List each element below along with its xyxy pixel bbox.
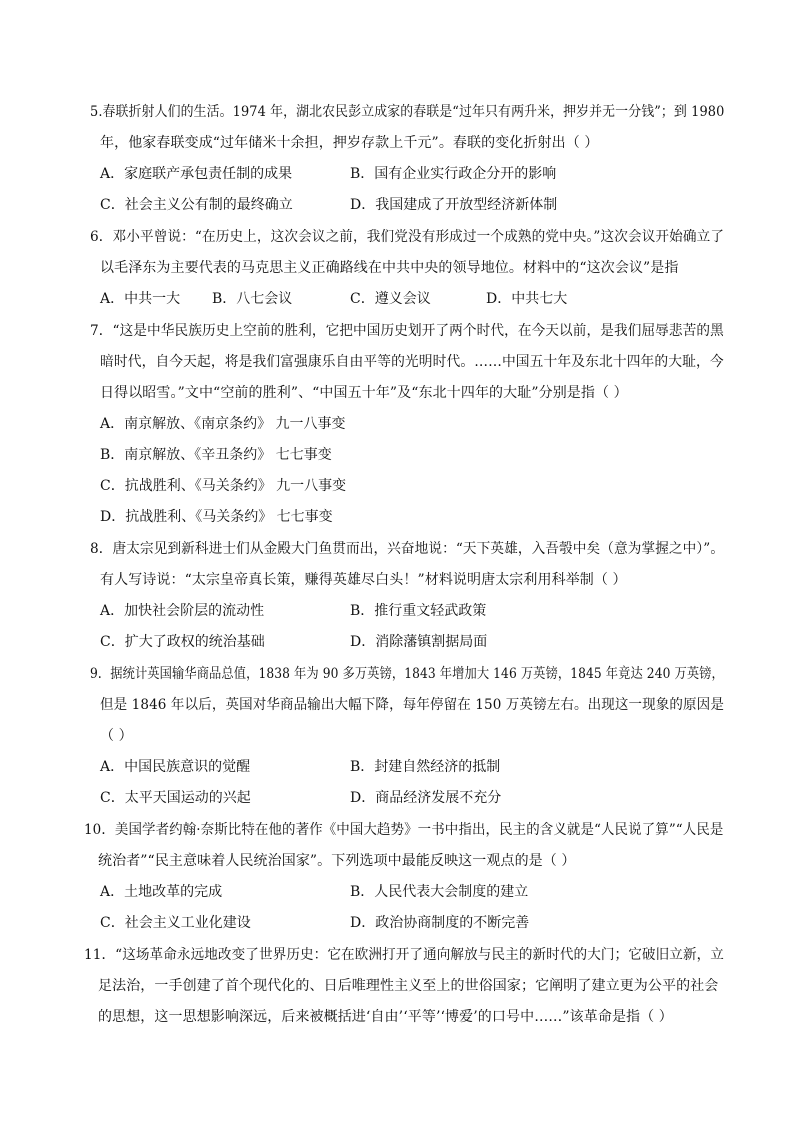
question-11-stem-line-3: 的思想，这一思想影响深远，后来被概括进‘自由’‘平等’‘博爱’的口号中……”该革命是指（ ） xyxy=(98,1009,673,1025)
question-10-stem-line-2: 统治者”“民主意味着人民统治国家”。下列选项中最能反映这一观点的是（ ） xyxy=(98,853,576,869)
question-10-option-b: B．人民代表大会制度的建立 xyxy=(350,884,529,900)
question-9-stem-line-3: （ ） xyxy=(100,728,133,744)
question-6-option-d: D．中共七大 xyxy=(486,291,568,307)
question-5-option-a: A．家庭联产承包责任制的成果 xyxy=(100,166,293,182)
question-8-option-b: B．推行重文轻武政策 xyxy=(350,603,487,619)
question-7-option-b: B．南京解放、《辛丑条约》 七七事变 xyxy=(100,447,332,463)
question-9-option-d: D．商品经济发展不充分 xyxy=(350,790,502,806)
question-9-option-a: A．中国民族意识的觉醒 xyxy=(100,759,251,775)
question-5-stem-line-1: 5.春联折射人们的生活。1974 年，湖北农民彭立成家的春联是“过年只有两升米，押岁并无一分钱”；到 1980 xyxy=(90,104,725,120)
question-7-option-c: C．抗战胜利、《马关条约》 九一八事变 xyxy=(100,478,347,494)
question-11-stem-line-2: 足法治，一手创建了首个现代化的、日后唯理性主义至上的世俗国家；它阐明了建立更为公平的社会 xyxy=(98,978,719,994)
question-10-option-a: A．土地改革的完成 xyxy=(100,884,223,900)
question-10-option-c: C．社会主义工业化建设 xyxy=(100,915,251,931)
question-9-stem-line-2: 但是 1846 年以后，英国对华商品输出大幅下降，每年停留在 150 万英镑左右。出现这一现象的原因是 xyxy=(100,697,724,713)
question-9-option-b: B．封建自然经济的抵制 xyxy=(350,759,501,775)
question-5-option-b: B．国有企业实行政企分开的影响 xyxy=(350,166,557,182)
question-9-stem-line-1: 9．据统计英国输华商品总值，1838 年为 90 多万英镑，1843 年增加大 146 万英镑，1845 年竟达 240 万英镑， xyxy=(90,666,724,682)
question-9-option-c: C．太平天国运动的兴起 xyxy=(100,790,251,806)
question-8-stem-line-2: 有人写诗说：“太宗皇帝真长策，赚得英雄尽白头！”材料说明唐太宗利用科举制（ ） xyxy=(100,572,627,588)
question-7-stem-line-1: 7．“这是中华民族历史上空前的胜利，它把中国历史划开了两个时代，在今天以前，是我们屈辱悲苦的黑 xyxy=(90,323,724,339)
question-7-stem-line-3: 日得以昭雪。”文中“空前的胜利”、“中国五十年”及“东北十四年的大耻”分别是指（ ） xyxy=(100,385,628,401)
question-8-option-d: D．消除藩镇割据局面 xyxy=(350,634,488,650)
question-6-option-b: B．八七会议 xyxy=(212,291,293,307)
question-6-option-a: A．中共一大 xyxy=(100,291,181,307)
question-8-option-c: C．扩大了政权的统治基础 xyxy=(100,634,265,650)
question-6-stem-line-2: 以毛泽东为主要代表的马克思主义正确路线在中共中央的领导地位。材料中的“这次会议”是指 xyxy=(100,260,679,276)
question-10-option-d: D．政治协商制度的不断完善 xyxy=(350,915,530,931)
question-8-option-a: A．加快社会阶层的流动性 xyxy=(100,603,265,619)
question-7-option-a: A．南京解放、《南京条约》 九一八事变 xyxy=(100,416,346,432)
question-6-option-c: C．遵义会议 xyxy=(350,291,431,307)
question-5-stem-line-2: 年，他家春联变成“过年储米十余担，押岁存款上千元”。春联的变化折射出（ ） xyxy=(100,135,599,151)
question-11-stem-line-1: 11．“这场革命永远地改变了世界历史：它在欧洲打开了通向解放与民主的新时代的大门；它破旧立新，立 xyxy=(84,947,724,963)
question-8-stem-line-1: 8．唐太宗见到新科进士们从金殿大门鱼贯而出，兴奋地说：“天下英雄，入吾彀中矣（意为掌握之中）”。 xyxy=(90,541,725,557)
question-7-option-d: D．抗战胜利、《马关条约》 七七事变 xyxy=(100,509,333,525)
question-5-option-d: D．我国建成了开放型经济新体制 xyxy=(350,197,558,213)
question-5-option-c: C．社会主义公有制的最终确立 xyxy=(100,197,293,213)
question-6-stem-line-1: 6．邓小平曾说：“在历史上，这次会议之前，我们党没有形成过一个成熟的党中央。”这次会议开始确立了 xyxy=(90,229,725,245)
question-7-stem-line-2: 暗时代，自今天起，将是我们富强康乐自由平等的光明时代。……中国五十年及东北十四年的大耻，今 xyxy=(100,354,724,370)
question-10-stem-line-1: 10．美国学者约翰·奈斯比特在他的著作《中国大趋势》一书中指出，民主的含义就是“人民说了算”“人民是 xyxy=(84,822,724,838)
